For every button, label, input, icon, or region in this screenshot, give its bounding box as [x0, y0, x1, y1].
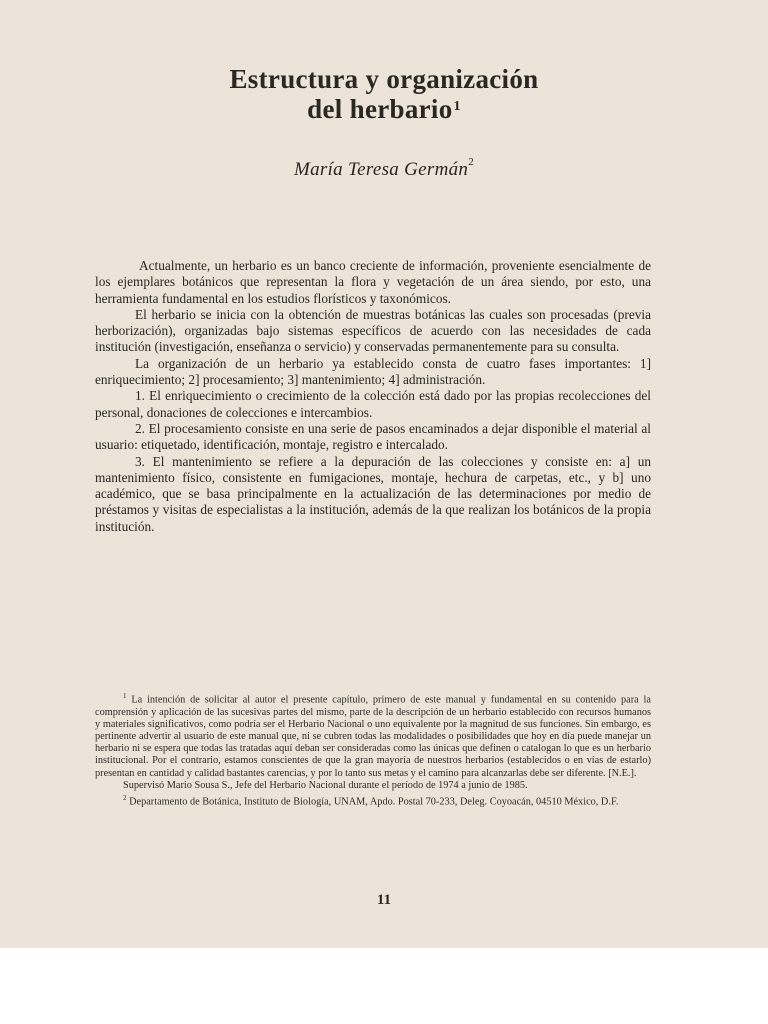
paragraph: 1. El enriquecimiento o crecimiento de la colección está dado por las propias recolecciones del personal, donaciones de colecciones e intercambios. [95, 388, 651, 420]
paragraph: 2. El procesamiento consiste en una serie de pasos encaminados a dejar disponible el material al usuario: etiquetado, identificación, montaje, registro e intercalado. [95, 420, 651, 453]
footnote-text: La intención de solicitar al autor el presente capítulo, primero de este manual y fundamental en su contenido para la comprensión y aplicación de las sucesivas partes del mismo, parte de la descripción de un herbario establecido con recursos humanos y materiales significativos, como podría ser el Herbario Nacional o uno equivalente por la magnitud de sus funciones. Sin embargo, es pertinente advertir al usuario de este manual que, ni se cubren todas las modalidades o posibilidades que hoy en día puede manejar un herbario ni se espera que todas las tratadas aquí deban ser consideradas como las únicas que definen o catalogan lo que es un herbario institucional. Por el contrario, estamos conscientes de que la gran mayoría de nuestros herbarios (establecidos o en vías de estarlo) presentan en cantidad y calidad bastantes carencias, y por lo tanto sus metas y el camino para alcanzarlas debe ser diferente. [N.E.]. [95, 694, 651, 779]
paragraph: Actualmente, un herbario es un banco creciente de información, proveniente esencialmente de los ejemplares botánicos que representan la flora y vegetación de un área siendo, por esto, una herramienta fundamental en los estudios florísticos y taxonómicos. [95, 258, 651, 306]
author-name [0, 156, 768, 181]
footnote-marker: 2 [123, 794, 127, 803]
footnotes [95, 690, 651, 809]
paragraph: La organización de un herbario ya establecido consta de cuatro fases importantes: 1] enriquecimiento; 2] procesamiento; 3] mantenimiento; 4] administración. [95, 355, 651, 388]
paragraph: 3. El mantenimiento se refiere a la depuración de las colecciones y consiste en: a] un mantenimiento físico, consistente en fumigaciones, montaje, hechura de carpetas, etc., y b] uno académico, que se basa principalmente en la actualización de las determinaciones por medio de préstamos y visitas de especialistas a la institución, además de la que realizan los botánicos de la propia institución. [95, 453, 651, 534]
author-footnote-marker: 2 [468, 156, 475, 168]
footnote [95, 780, 651, 792]
title-line-1: Estructura y organización [229, 64, 539, 94]
paragraph: El herbario se inicia con la obtención de muestras botánicas las cuales son procesadas (previa herborización), organizadas bajo sistemas específicos de acuerdo con las necesidades de cada institución (investigación, enseñanza o servicio) y conservadas permanentemente para su consulta. [95, 306, 651, 355]
title-footnote-marker: 1 [453, 99, 461, 114]
footnote-marker: 1 [123, 692, 127, 700]
footnote [95, 690, 651, 780]
body-text [95, 258, 651, 535]
footnote [95, 792, 651, 809]
author-text: María Teresa Germán [293, 159, 469, 180]
chapter-title [0, 64, 768, 124]
footnote-text: Supervisó Mario Sousa S., Jefe del Herbario Nacional durante el período de 1974 a junio de 1985. [123, 779, 528, 791]
title-line-2: del herbario [307, 94, 453, 124]
page-number: 11 [376, 892, 392, 908]
footnote-text: Departamento de Botánica, Instituto de Biología, UNAM, Apdo. Postal 70-233, Deleg. Coyoacán, 04510 México, D.F. [129, 796, 619, 808]
